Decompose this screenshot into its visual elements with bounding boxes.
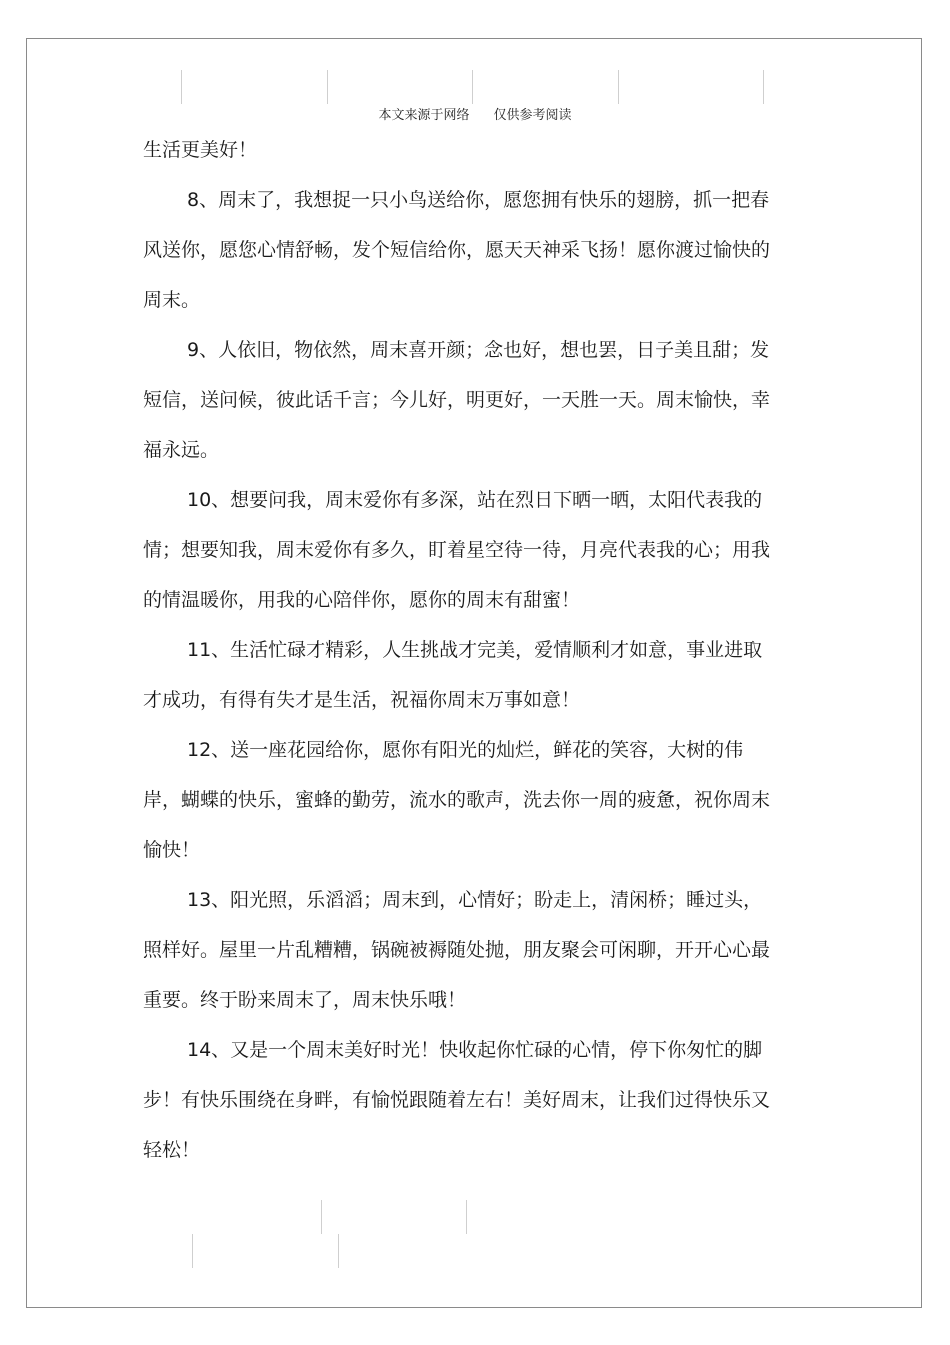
decorative-rule — [181, 70, 182, 104]
decorative-rule — [472, 70, 473, 104]
decorative-rule — [192, 1234, 193, 1268]
paragraph-12: 12、送一座花园给你，愿你有阳光的灿烂，鲜花的笑容，大树的伟岸，蝴蝶的快乐，蜜蜂的勤劳，流水的歌声，洗去你一周的疲惫，祝你周末愉快！ — [143, 739, 771, 861]
decorative-rule — [338, 1234, 339, 1268]
decorative-rule — [321, 1200, 322, 1234]
header-reference-note: 仅供参考阅读 — [493, 108, 572, 123]
paragraph-8: 8、周末了，我想捉一只小鸟送给你，愿您拥有快乐的翅膀，抓一把春风送你，愿您心情舒畅，发个短信给你，愿天天神采飞扬！愿你渡过愉快的周末。 — [143, 189, 771, 311]
paragraph-13: 13、阳光照，乐滔滔；周末到，心情好；盼走上，清闲桥；睡过头，照样好。屋里一片乱糟糟，锅碗被褥随处抛，朋友聚会可闲聊，开开心心最重要。终于盼来周末了，周末快乐哦！ — [143, 889, 771, 1011]
decorative-rule — [466, 1200, 467, 1234]
page-header — [0, 104, 950, 123]
paragraph-14: 14、又是一个周末美好时光！快收起你忙碌的心情，停下你匆忙的脚步！有快乐围绕在身畔，有愉悦跟随着左右！美好周末，让我们过得快乐又轻松！ — [143, 1039, 771, 1161]
paragraph-11: 11、生活忙碌才精彩，人生挑战才完美，爱情顺利才如意，事业进取才成功，有得有失才是生活，祝福你周末万事如意！ — [143, 639, 763, 711]
paragraph-9: 9、人依旧，物依然，周末喜开颜；念也好，想也罢，日子美且甜；发短信，送问候，彼此话千言；今儿好，明更好，一天胜一天。周末愉快，幸福永远。 — [143, 339, 771, 461]
paragraph-10: 10、想要问我，周末爱你有多深，站在烈日下晒一晒，太阳代表我的情；想要知我，周末爱你有多久，盯着星空待一待，月亮代表我的心；用我的情温暖你，用我的心陪伴你，愿你的周末有甜蜜！ — [143, 489, 771, 611]
decorative-rule — [763, 70, 764, 104]
decorative-rule — [618, 70, 619, 104]
paragraph-continuation: 生活更美好！ — [143, 139, 258, 161]
document-body — [143, 125, 779, 1175]
decorative-rule — [327, 70, 328, 104]
header-source-note: 本文来源于网络 — [378, 108, 470, 123]
